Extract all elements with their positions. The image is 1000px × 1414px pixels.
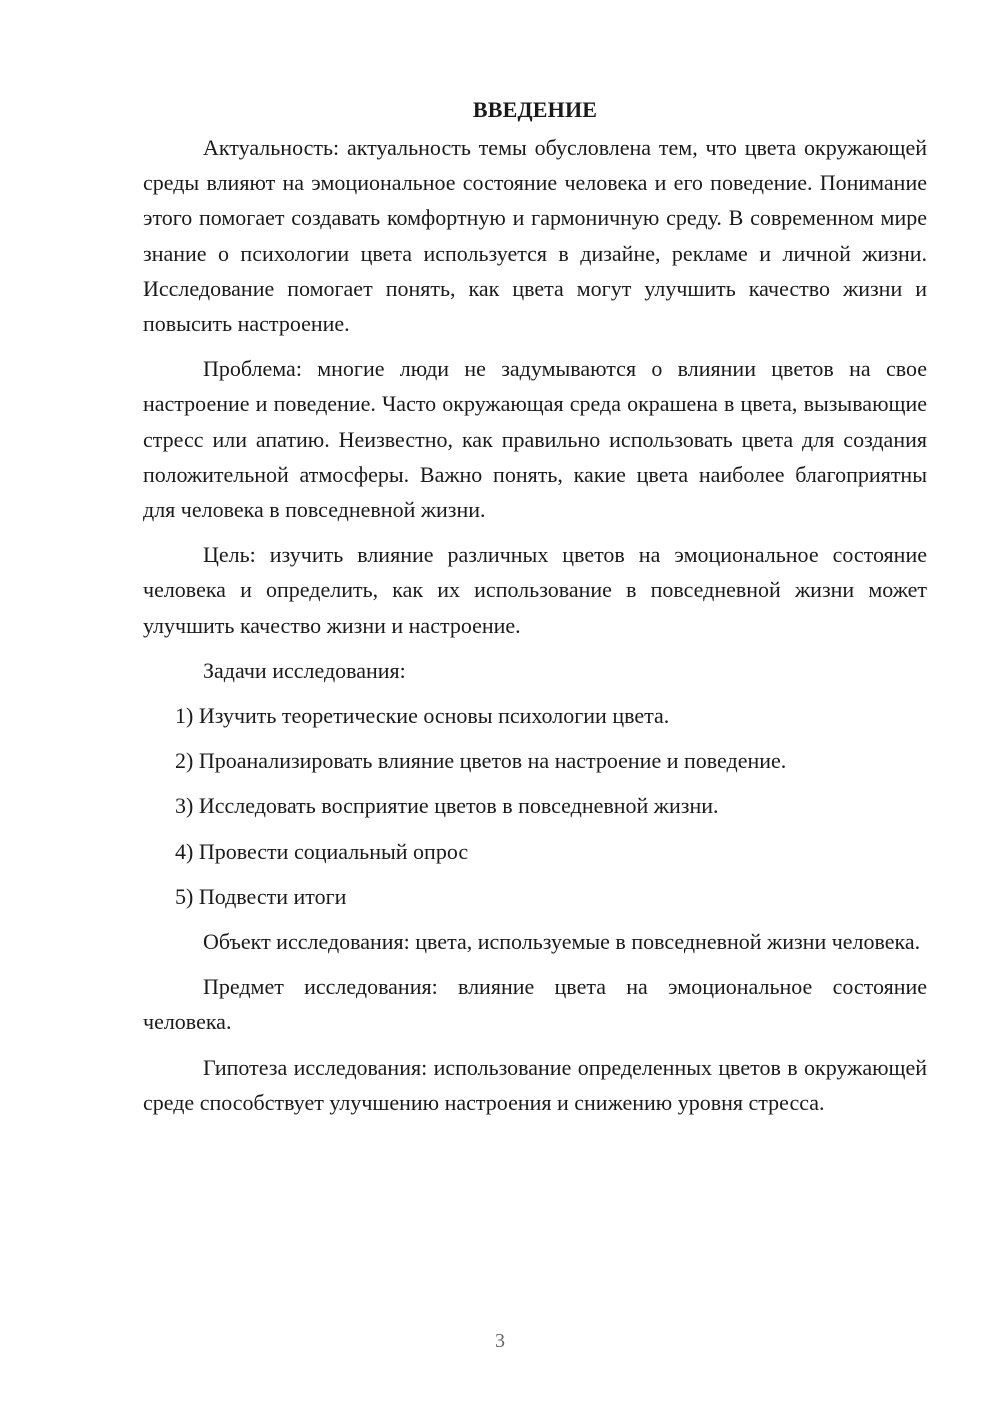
page-title: ВВЕДЕНИЕ [472, 97, 598, 122]
paragraph-goal: Цель: изучить влияние различных цветов на эмоциональное состояние человека и определить, как их использование в повседневной жизни может улучшить качество жизни и настроение. [143, 542, 927, 638]
tasks-list [143, 698, 927, 914]
paragraph-hypothesis: Гипотеза исследования: использование определенных цветов в окружающей среде способствует улучшению настроения и снижению уровня стресса. [143, 1054, 927, 1115]
list-item: 1) Изучить теоретические основы психологии цвета. [175, 703, 670, 729]
tasks-label: Задачи исследования: [203, 657, 406, 683]
list-item: 2) Проанализировать влияние цветов на настроение и поведение. [175, 748, 787, 774]
page-number: 3 [495, 1330, 505, 1352]
paragraph-object: Объект исследования: цвета, используемые в повседневной жизни человека. [203, 929, 921, 955]
paragraph-relevance: Актуальность: актуальность темы обусловлена тем, что цвета окружающей среды влияют на эмоциональное состояние человека и его поведение. Понимание этого помогает создавать комфортную и гармоничную среду. В современном мире знание о психологии цвета используется в дизайне, рекламе и личной жизни. Исследование помогает понять, как цвета могут улучшить качество жизни и повысить настроение. [143, 135, 927, 337]
document-page [143, 90, 927, 1320]
paragraph-subject: Предмет исследования: влияние цвета на эмоциональное состояние человека. [143, 974, 927, 1035]
list-item: 3) Исследовать восприятие цветов в повседневной жизни. [175, 793, 719, 819]
list-item: 5) Подвести итоги [175, 883, 347, 909]
paragraph-problem: Проблема: многие люди не задумываются о влиянии цветов на свое настроение и поведение. Часто окружающая среда окрашена в цвета, вызывающие стресс или апатию. Неизвестно, как правильно использовать цвета для создания положительной атмосферы. Важно понять, какие цвета наиболее благоприятны для человека в повседневной жизни. [143, 356, 927, 523]
list-item: 4) Провести социальный опрос [175, 838, 469, 864]
